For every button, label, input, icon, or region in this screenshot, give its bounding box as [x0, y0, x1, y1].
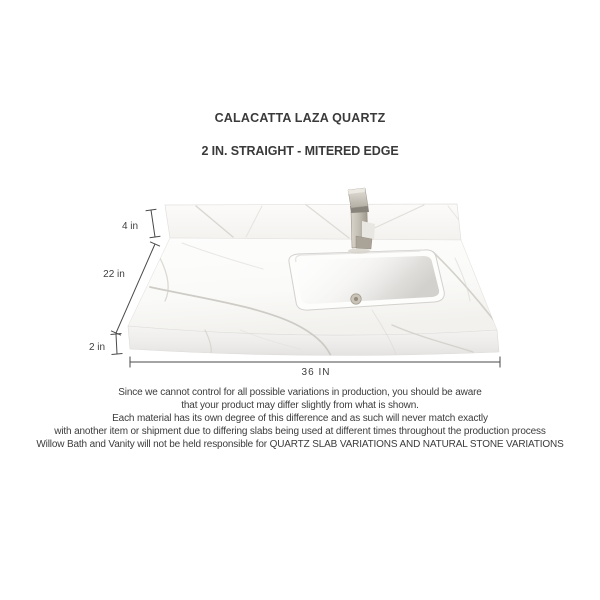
drain — [351, 294, 361, 304]
dim-22in-label: 22 in — [103, 269, 125, 280]
dimension-width — [130, 357, 500, 379]
disclaimer-line: Each material has its own degree of this difference and as such will never match exactly — [112, 413, 488, 424]
disclaimer-line: that your product may differ slightly from what is shown. — [181, 400, 419, 411]
sink-basin — [289, 250, 444, 310]
dim-2in-label: 2 in — [88, 342, 106, 353]
disclaimer-text — [0, 386, 600, 451]
disclaimer-line: Since we cannot control for all possible variations in production, you should be aware — [118, 387, 482, 398]
page-title: CALACATTA LAZA QUARTZ — [214, 111, 386, 125]
disclaimer-line: with another item or shipment due to differing slabs being used at different times throughout the production process — [54, 426, 546, 437]
dim-36in-label: 36 IN — [301, 367, 331, 378]
dimension-backsplash-height — [122, 209, 160, 238]
page-subtitle: 2 IN. STRAIGHT - MITERED EDGE — [201, 144, 399, 158]
disclaimer-line: Willow Bath and Vanity will not be held responsible for QUARTZ SLAB VARIATIONS AND NATURAL STONE VARIATIONS — [36, 439, 564, 450]
dimension-thickness — [89, 334, 123, 355]
dim-4in-label: 4 in — [121, 221, 139, 232]
